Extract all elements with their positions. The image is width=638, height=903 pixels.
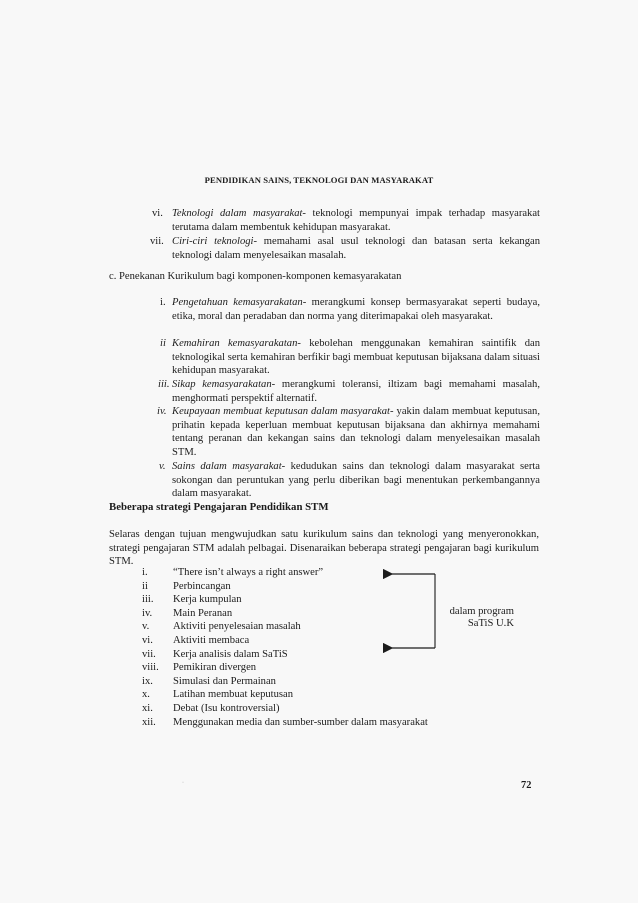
item-term: Kemahiran kemasyarakatan- [172, 338, 301, 349]
item-number: iv. [157, 406, 167, 417]
item-description: kebolehan menggunakan kemahiran saintifik dan teknologikal serta kemahiran berfikir bagi membuat keputusan bijaksana dalam situasi kehidupan masyarakat. [172, 338, 540, 377]
item-text: “There isn’t always a right answer” [173, 567, 324, 578]
running-header: PENDIDIKAN SAINS, TEKNOLOGI DAN MASYARAKAT [204, 175, 434, 185]
section-c-heading: c. Penekanan Kurikulum bagi komponen-komponen kemasyarakatan [109, 271, 402, 282]
item-description: kedudukan sains dan teknologi dalam masyarakat serta sokongan dan peruntukan yang perlu diberikan bagi menentukan perkembangannya dalam masyarakat. [172, 461, 540, 500]
item-term: Pengetahuan kemasyarakatan- [172, 297, 307, 308]
item-text: Main Peranan [173, 607, 233, 619]
item-text: Aktiviti penyelesaian masalah [173, 621, 301, 633]
item-description: merangkumi konsep bermasyarakat seperti budaya, etika, moral dan peradaban dan norma yang diterimapakai oleh masyarakat. [172, 297, 540, 322]
item-term: Teknologi dalam masyarakat- [172, 208, 306, 219]
item-text: Aktiviti membaca [173, 634, 250, 646]
item-term: Keupayaan membuat keputusan dalam masyarakat- [172, 406, 394, 417]
item-text: Kerja kumpulan [173, 594, 242, 606]
item-text: Latihan membuat keputusan [173, 689, 294, 701]
list-item [150, 235, 540, 263]
item-number: ix. [142, 675, 153, 687]
item-text [172, 337, 540, 378]
item-number: ii [160, 338, 166, 349]
page-number: 72 [521, 780, 532, 791]
item-number: xi. [142, 702, 153, 714]
list-item [152, 207, 540, 235]
intro-paragraph: Selaras dengan tujuan mengwujudkan satu kurikulum sains dan teknologi yang menyeronokkan, strategi pengajaran STM adalah pelbagai. Disenaraikan beberapa strategi pengajaran bagi kurikulum STM. [109, 529, 539, 568]
item-term: Ciri-ciri teknologi- [172, 236, 258, 247]
item-number: vii. [150, 236, 164, 247]
item-text: Simulasi dan Permainan [173, 675, 276, 687]
item-description: teknologi mempunyai impak terhadap masyarakat terutama dalam membentuk kehidupan masyarakat. [172, 208, 540, 233]
item-text [172, 460, 540, 501]
item-number: viii. [142, 662, 159, 674]
item-number: v. [142, 621, 150, 633]
item-number: x. [142, 689, 150, 701]
item-text [172, 207, 540, 234]
section-heading: Beberapa strategi Pengajaran Pendidikan STM [109, 501, 329, 513]
item-description: yakin dalam membuat keputusan, prihatin kepada keperluan membuat keputusan bijaksana dan akhirnya memahami tentang peranan dan kekangan sains dan teknologi dalam menyelesaikan masalah STM. [172, 406, 540, 458]
item-number: i. [142, 567, 148, 578]
item-text: Kerja analisis dalam SaTiS [173, 648, 288, 660]
item-number: iv. [142, 607, 153, 619]
item-description: merangkumi toleransi, iltizam bagi memahami masalah, menghormati perspektif alternatif. [172, 379, 540, 404]
item-number: i. [160, 297, 166, 308]
bracket-label [414, 606, 514, 631]
item-text: Perbincangan [173, 580, 231, 592]
item-number: xii. [142, 716, 156, 728]
item-term: Sains dalam masyarakat- [172, 461, 286, 472]
item-text [172, 405, 540, 459]
item-number: vi. [152, 208, 163, 219]
item-description: memahami asal usul teknologi dan batasan serta kekangan teknologi dalam menyelesaikan masalah. [172, 236, 540, 261]
item-number: vi. [142, 634, 153, 646]
item-number: v. [159, 461, 166, 472]
item-number: iii. [158, 379, 170, 390]
item-text [172, 235, 540, 262]
item-text [172, 378, 540, 405]
item-text: Debat (Isu kontroversial) [173, 702, 280, 714]
stray-mark: · [182, 780, 184, 786]
item-number: vii. [142, 648, 156, 660]
item-number: ii [142, 580, 148, 592]
item-term: Sikap kemasyarakatan- [172, 379, 276, 390]
item-number: iii. [142, 594, 154, 606]
item-text: Pemikiran divergen [173, 662, 257, 674]
item-text: Menggunakan media dan sumber-sumber dalam masyarakat [173, 716, 428, 728]
bracket-label-line: SaTiS U.K [467, 618, 514, 630]
bracket-label-line: dalam program [449, 606, 514, 617]
item-text [172, 296, 540, 323]
